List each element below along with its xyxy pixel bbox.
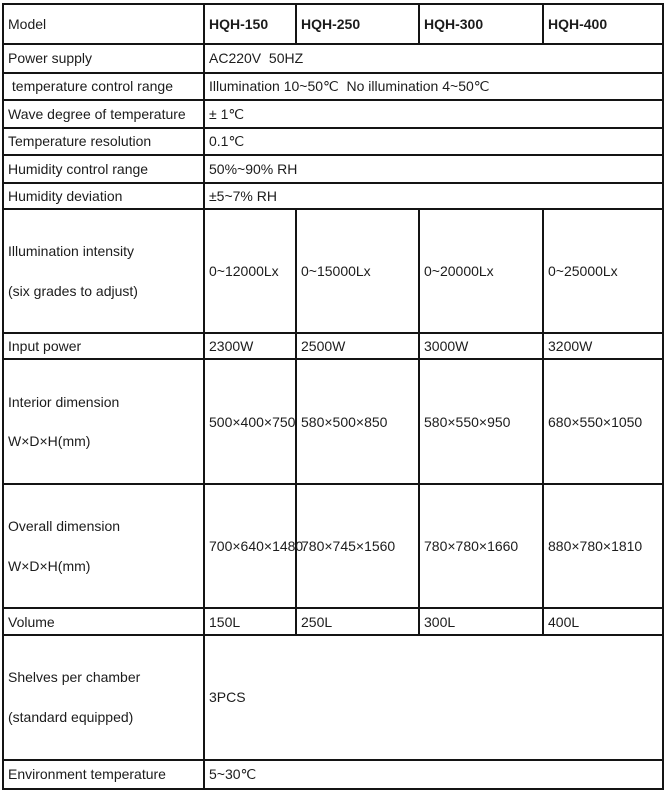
spec-value: 780×745×1560 [296,484,419,608]
table-row-overall-dimension [3,484,663,608]
row-label-line2: (standard equipped) [8,709,134,726]
row-label-line1: Overall dimension [8,517,121,534]
table-row-wave-degree [3,100,663,128]
spec-value: 50%~90% RH [204,155,663,183]
row-label: Humidity deviation [3,183,204,209]
row-label: Humidity control range [3,155,204,183]
spec-value: 250L [296,608,419,635]
spec-value: 5~30℃ [204,760,663,789]
spec-value: 0.1℃ [204,128,663,155]
spec-value: 0~15000Lx [296,209,419,333]
spec-value: 0~25000Lx [543,209,663,333]
row-label [3,635,204,759]
spec-value: 0~20000Lx [419,209,543,333]
row-label-line1: Shelves per chamber [8,669,141,686]
row-label: Power supply [3,44,204,73]
table-row-humidity-deviation [3,183,663,209]
table-row-interior-dimension [3,359,663,483]
row-label-model: Model [3,4,204,44]
row-label-line2: (six grades to adjust) [8,283,138,300]
table-row-volume [3,608,663,635]
spec-value: 3000W [419,333,543,359]
spec-value: ± 1℃ [204,100,663,128]
spec-value: 300L [419,608,543,635]
row-label: Wave degree of temperature [3,100,204,128]
row-label: temperature control range [3,73,204,100]
spec-value: AC220V 50HZ [204,44,663,73]
model-header-hqh300: HQH-300 [419,4,543,44]
row-label [3,484,204,608]
row-label [3,209,204,333]
table-row-input-power [3,333,663,359]
spec-value: 880×780×1810 [543,484,663,608]
row-label: Volume [3,608,204,635]
spec-value: 580×550×950 [419,359,543,483]
spec-value: 2300W [204,333,296,359]
row-label-line1: Interior dimension [8,393,120,410]
model-header-hqh400: HQH-400 [543,4,663,44]
row-label-line2: W×D×H(mm) [8,557,91,574]
spec-value: Illumination 10~50℃ No illumination 4~50℃ [204,73,663,100]
spec-value: 3PCS [204,635,663,759]
spec-value: 680×550×1050 [543,359,663,483]
model-header-hqh150: HQH-150 [204,4,296,44]
spec-value: 150L [204,608,296,635]
spec-value: ±5~7% RH [204,183,663,209]
table-row-humidity-control-range [3,155,663,183]
two-line-label [8,394,199,450]
spec-value: 3200W [543,333,663,359]
row-label: Temperature resolution [3,128,204,155]
spec-value: 400L [543,608,663,635]
spec-value: 700×640×1480 [204,484,296,608]
two-line-label [8,243,199,299]
table-row-model [3,4,663,44]
table-row-power-supply [3,44,663,73]
spec-value: 0~12000Lx [204,209,296,333]
table-row-environment-temperature [3,760,663,789]
row-label-line2: W×D×H(mm) [8,433,91,450]
model-header-hqh250: HQH-250 [296,4,419,44]
row-label: Input power [3,333,204,359]
spec-value: 580×500×850 [296,359,419,483]
table-row-temperature-control-range [3,73,663,100]
spec-value: 500×400×750 [204,359,296,483]
row-label: Environment temperature [3,760,204,789]
table-row-temperature-resolution [3,128,663,155]
table-row-illumination-intensity [3,209,663,333]
table-row-shelves [3,635,663,759]
row-label-line1: Illumination intensity [8,243,135,260]
two-line-label [8,669,199,725]
spec-value: 780×780×1660 [419,484,543,608]
two-line-label [8,518,199,574]
spec-value: 2500W [296,333,419,359]
spec-table [2,3,664,790]
row-label [3,359,204,483]
